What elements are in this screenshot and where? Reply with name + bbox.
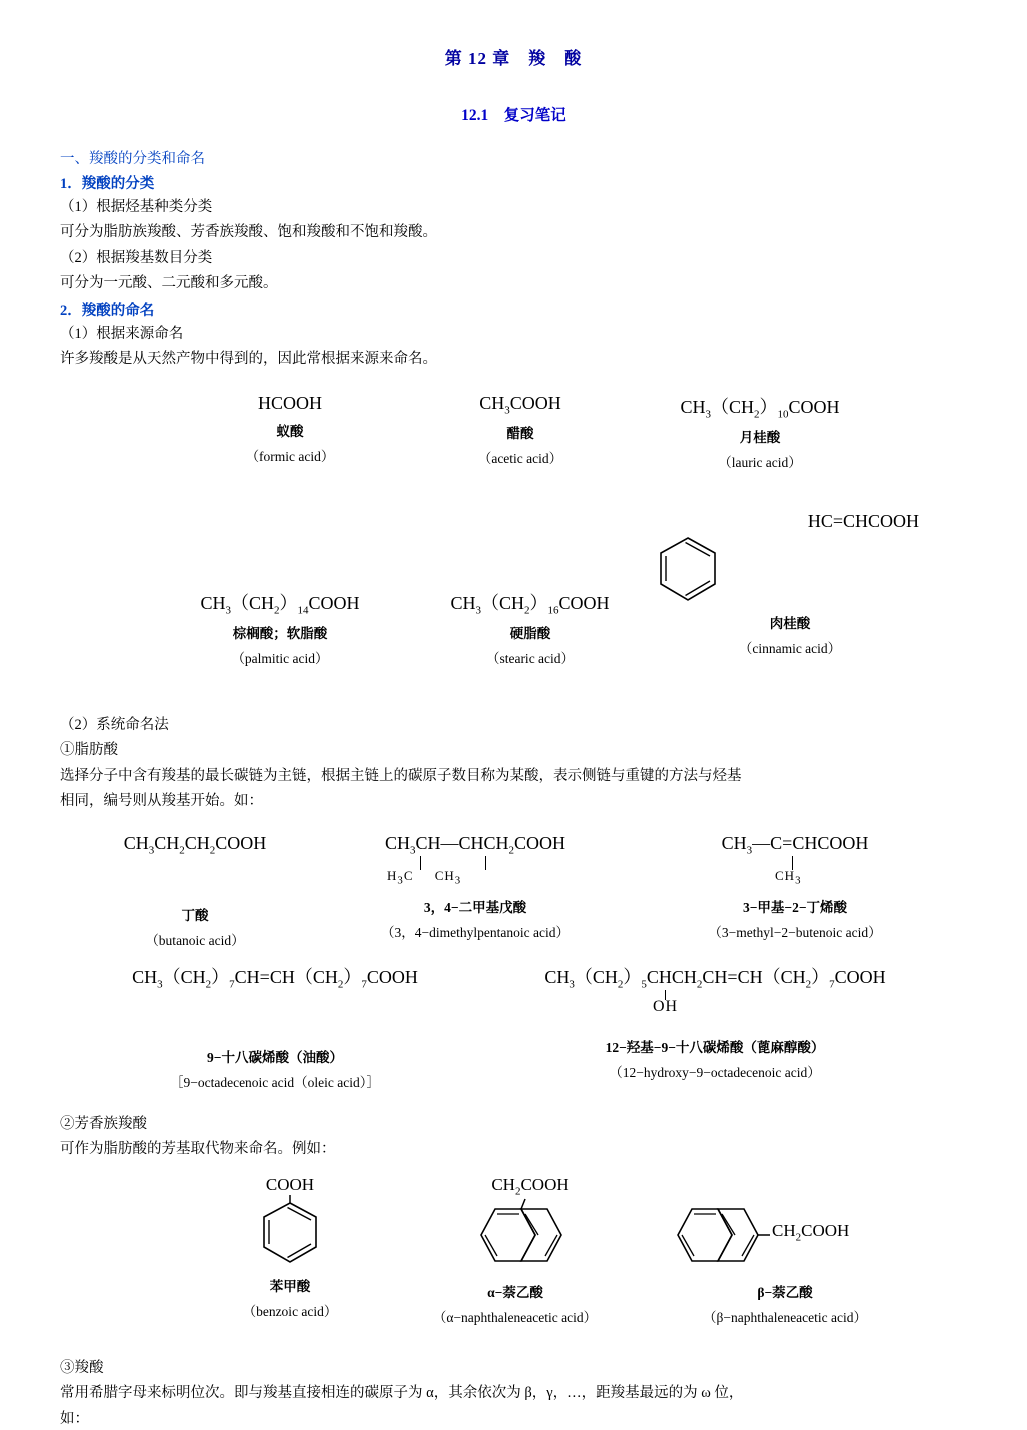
structure-group-1 [60, 385, 967, 497]
compound-name-en: ［9−octadecenoic acid（oleic acid）］ [169, 1075, 381, 1091]
section-title: 12.1 复习笔记 [461, 107, 566, 124]
compound-stearic-acid [405, 589, 655, 668]
compound-name-cn: 月桂酸 [739, 430, 781, 446]
formula: $CH_3(CH_2)_{16}COOH$ [450, 592, 610, 617]
compound-name-cn: 12−羟基−9−十八碳烯酸（蓖麻醇酸） [605, 1040, 825, 1056]
paragraph-3: （2）根据羧基数目分类 [60, 249, 213, 266]
compound-palmitic-acid [140, 589, 420, 668]
paragraph-10: 相同，编号则从羧基开始。如： [60, 793, 263, 810]
compound-name-cn: 肉桂酸 [769, 615, 811, 631]
heading-nomenclature: 2．羧酸的命名 [60, 302, 155, 319]
paragraph-5: （1）根据来源命名 [60, 325, 184, 342]
formula: $CH_3CH_2CH_2COOH$ [123, 832, 267, 857]
compound-name-cn: 棕榈酸；软脂酸 [232, 626, 328, 642]
compound-name-cn: 苯甲酸 [269, 1278, 311, 1294]
compound-cinnamic-acid [655, 511, 925, 657]
compound-oleic-acid [60, 963, 490, 1092]
compound-name-cn: 9−十八碳烯酸（油酸） [207, 1050, 343, 1066]
formula: HC=CHCOOH [807, 510, 919, 531]
formula: $CH_3(CH_2)_{14}COOH$ [200, 592, 360, 617]
structure-group-3 [60, 827, 967, 957]
paragraph-11: ②芳香族羧酸 [60, 1115, 147, 1132]
paragraph-8: ①脂肪酸 [60, 742, 118, 759]
paragraph-1: （1）根据烃基种类分类 [60, 199, 213, 215]
substituent-label: $CH_2COOH$ [772, 1220, 850, 1244]
formula: $CH_3COOH$ [479, 392, 561, 417]
compound-name-en: （palmitic acid） [231, 651, 329, 667]
paragraph-7: （2）系统命名法 [60, 716, 169, 733]
compound-name-en: （α−naphthaleneacetic acid） [432, 1310, 598, 1326]
paragraph-13: ③羧酸 [60, 1359, 104, 1376]
formula: $CH_3(CH_2)_{10}COOH$ [680, 396, 840, 421]
naphthalene-ring-icon [670, 1197, 782, 1275]
compound-lauric-acid [635, 393, 885, 472]
compound-ricinoleic-acid [465, 963, 965, 1082]
paragraph-14: 常用希腊字母来标明位次。即与羧基直接相连的碳原子为 α，其余依次为 β，γ，…，距羧基最远的为 ω 位， [60, 1385, 744, 1402]
compound-name-en: （benzoic acid） [242, 1303, 338, 1319]
compound-butanoic-acid [60, 833, 330, 950]
compound-name-cn: 蚁酸 [276, 423, 304, 439]
compound-acetic-acid [420, 393, 620, 468]
substituent-label: COOH [265, 1174, 315, 1194]
compound-benzoic-acid [190, 1175, 390, 1320]
compound-name-cn: 3−甲基−2−丁烯酸 [742, 900, 848, 916]
compound-name-en: （3−methyl−2−butenoic acid） [708, 925, 882, 941]
formula: $CH_3—C=CHCOOH$ [721, 832, 869, 857]
substituent-labels: $CH_3$ [775, 868, 802, 887]
substituent-labels: OH [653, 998, 679, 1016]
substituent-labels: $H_3C$ $CH_3$ [387, 868, 462, 887]
paragraph-12: 可作为脂肪酸的芳基取代物来命名。例如： [60, 1141, 336, 1158]
naphthalene-ring-icon [459, 1197, 571, 1275]
compound-name-en: （formic acid） [245, 448, 335, 464]
heading-classification: 1．羧酸的分类 [60, 176, 155, 192]
formula: $CH_3CH—CHCH_2COOH$ [384, 832, 566, 857]
heading-level-1: 一、羧酸的分类和命名 [60, 151, 205, 167]
compound-name-en: （lauric acid） [718, 455, 802, 471]
compound-name-en: （β−naphthaleneacetic acid） [702, 1309, 868, 1325]
benzene-ring-icon [258, 1195, 322, 1269]
paragraph-6: 许多羧酸是从天然产物中得到的，因此常根据来源来命名。 [60, 351, 437, 368]
formula: HCOOH [257, 392, 322, 413]
paragraph-15: 如： [60, 1410, 89, 1427]
page-title: 第 12 章 羧 酸 [444, 49, 583, 68]
formula: $CH_3(CH_2)_5CHCH_2CH=CH(CH_2)_7COOH$ [544, 966, 886, 991]
compound-name-en: （butanoic acid） [145, 933, 245, 949]
structure-group-5 [60, 1175, 967, 1345]
structure-group-2 [60, 511, 967, 711]
compound-name-en: （12−hydroxy−9−octadecenoic acid） [609, 1065, 821, 1081]
compound-name-en: （stearic acid） [485, 651, 575, 667]
paragraph-4: 可分为一元酸、二元酸和多元酸。 [60, 275, 278, 292]
compound-name-cn: 丁酸 [181, 908, 209, 924]
compound-formic-acid [190, 393, 390, 465]
compound-name-cn: 硬脂酸 [509, 626, 551, 642]
compound-name-cn: α−萘乙酸 [487, 1285, 543, 1301]
compound-name-cn: β−萘乙酸 [757, 1284, 813, 1300]
compound-name-cn: 醋酸 [506, 426, 534, 442]
compound-name-cn: 3，4−二甲基戊酸 [423, 900, 527, 916]
compound-name-en: （cinnamic acid） [738, 640, 842, 656]
paragraph-2: 可分为脂肪族羧酸、芳香族羧酸、饱和羧酸和不饱和羧酸。 [60, 224, 437, 241]
compound-dimethylpentanoic-acid [325, 833, 625, 942]
compound-name-en: （3，4−dimethylpentanoic acid） [381, 925, 569, 941]
structure-group-4 [60, 963, 967, 1103]
compound-methylbutenoic-acid [640, 833, 950, 942]
compound-name-en: （acetic acid） [477, 451, 563, 467]
paragraph-9: 选择分子中含有羧基的最长碳链为主链，根据主链上的碳原子数目称为某酸，表示侧链与重键的方法与烃基 [60, 767, 742, 784]
compound-beta-naphthaleneacetic-acid [620, 1197, 950, 1326]
formula: $CH_3(CH_2)_7CH=CH(CH_2)_7COOH$ [132, 966, 418, 991]
benzene-ring-icon [655, 532, 721, 606]
substituent-label: $CH_2COOH$ [491, 1174, 569, 1198]
